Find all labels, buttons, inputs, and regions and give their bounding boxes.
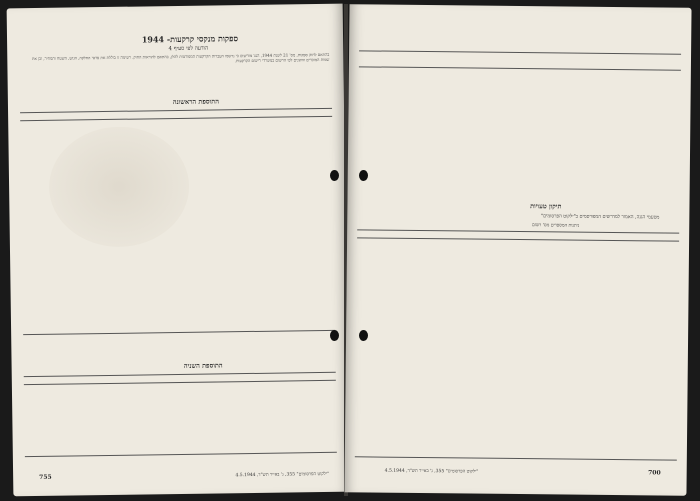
right-page-footer: "ילקוט הפרסומים" 355, ג' באייר תש"ד, 4.5.1944 [384,468,479,475]
table3-top-rule [359,50,681,54]
right-section-subtitle: מטעמי הגנה, האמור למדרשים המפורסמים ב"ילקוט הפרסומים" [540,214,660,221]
right-page-number: 700 [648,469,661,477]
punch-hole-right-lower [359,330,368,341]
punch-hole-right-upper [359,170,368,181]
table2-bottom-rule [25,452,337,457]
table1-top-rule [20,108,332,113]
left-page [7,4,350,497]
table2-top-rule [24,372,336,377]
left-page-footer: "ילקוט הפרסומים" 355, ג' באייר תש"ד, 4.5.1944 [235,471,330,479]
left-page-intro: בהתאם לחוק ספקות, מס' 21 לשנת 1944, הננו מודיעים כי נרשמו העברות הקרקעות המפורטות להלן, בהתאם להוראות החוק. רשימה זו כוללת את פרטי החלקה, הגוש, השטח והמחיר, וכן את שמות המוכרים והקונים לפי הרשום במשרדי רישום הקרקעות. [31,51,330,64]
punch-hole-left-lower [330,330,339,341]
right-section-title: תיקון טעויות [530,202,562,211]
table4-top-rule [357,229,679,233]
page-stain [48,126,190,248]
table3-header-rule [359,66,681,70]
left-page-title: ספקות מנקסי קרקעות- 1944 [141,33,239,45]
section-heading-first: התוספת הראשונה [172,97,219,107]
section-heading-second: התוספת השניה [183,361,223,370]
right-section-subnote: ניתנות המספרים מס' רשום [531,223,580,229]
right-page [344,4,691,496]
table1-bottom-rule [23,330,335,335]
table2-header-rule [24,380,336,385]
left-page-number: 755 [39,473,52,481]
table1-header-rule [20,116,332,121]
table4-bottom-rule [355,456,677,460]
punch-hole-left-upper [330,170,339,181]
left-page-subtitle: הודעה לפי סעיף 4 [168,45,209,53]
table4-header-rule [357,237,679,241]
